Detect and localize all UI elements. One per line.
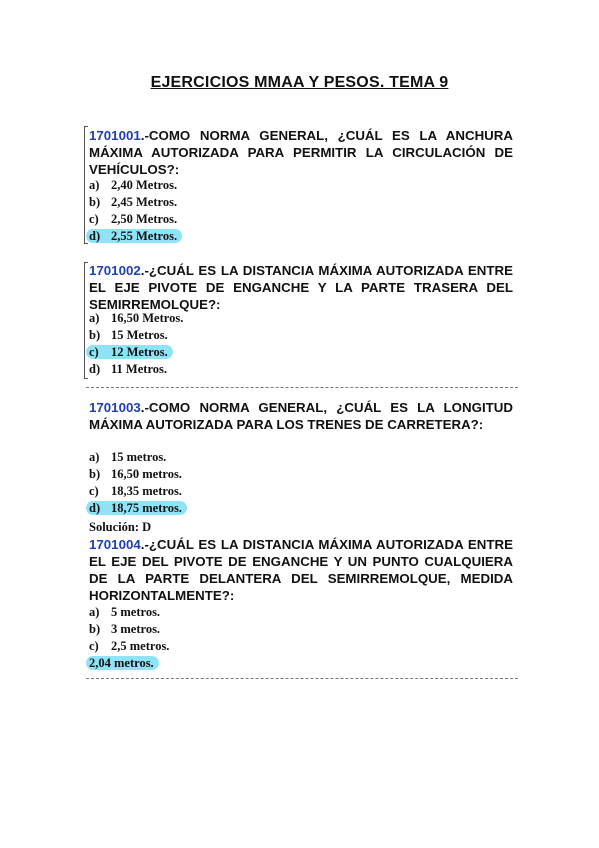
question-3-code: 1701003: [89, 400, 141, 415]
correct-answer-highlight: d) 2,55 Metros.: [86, 229, 182, 243]
correct-answer-highlight: 2,04 metros.: [86, 656, 159, 670]
option-1b[interactable]: b) 2,45 Metros.: [89, 195, 178, 209]
option-1c[interactable]: c) 2,50 Metros.: [89, 212, 178, 226]
option-4d-correct[interactable]: [89, 655, 169, 672]
option-3b[interactable]: b) 16,50 metros.: [89, 467, 182, 481]
solution-note: Solución: D: [89, 520, 152, 534]
question-4-code: 1701004: [89, 537, 141, 552]
question-1-text: [89, 127, 513, 178]
question-4-text: [89, 536, 513, 604]
question-2-body: .-¿CUÁL ES LA DISTANCIA MÁXIMA AUTORIZADA ENTRE EL EJE PIVOTE DE ENGANCHE Y LA PARTE TRASERA DEL SEMIRREMOLQUE?:: [89, 263, 513, 312]
correct-answer-highlight: c) 12 Metros.: [86, 345, 173, 359]
option-4c[interactable]: c) 2,5 metros.: [89, 639, 170, 653]
option-2b[interactable]: b) 15 Metros.: [89, 328, 168, 342]
question-3-body: .-COMO NORMA GENERAL, ¿CUÁL ES LA LONGITUD MÁXIMA AUTORIZADA PARA LOS TRENES DE CARRETERA?:: [89, 400, 513, 432]
question-1-options: [89, 177, 182, 245]
option-1d-correct[interactable]: [89, 228, 182, 245]
question-1-code: 1701001: [89, 128, 141, 143]
page-title: EJERCICIOS MMAA Y PESOS. TEMA 9: [150, 74, 449, 91]
option-4b[interactable]: b) 3 metros.: [89, 622, 161, 636]
section-divider: [86, 678, 518, 679]
option-2a[interactable]: a) 16,50 Metros.: [89, 311, 184, 325]
option-3a[interactable]: a) 15 metros.: [89, 450, 167, 464]
question-2-options: [89, 310, 183, 378]
correct-answer-highlight: d) 18,75 metros.: [86, 501, 187, 515]
question-2-code: 1701002: [89, 263, 141, 278]
section-divider: [86, 387, 518, 388]
option-1a[interactable]: a) 2,40 Metros.: [89, 178, 178, 192]
option-4a[interactable]: a) 5 metros.: [89, 605, 161, 619]
question-3-text: [89, 399, 513, 433]
option-2d[interactable]: d) 11 Metros.: [89, 362, 168, 376]
question-1-bracket: [84, 126, 88, 244]
question-2-text: [89, 262, 513, 313]
question-3-options: [89, 449, 187, 517]
question-1-body: .-COMO NORMA GENERAL, ¿CUÁL ES LA ANCHURA MÁXIMA AUTORIZADA PARA PERMITIR LA CIRCULACIÓN DE VEHÍCULOS?:: [89, 128, 513, 177]
question-2-bracket: [84, 262, 88, 379]
option-3c[interactable]: c) 18,35 metros.: [89, 484, 182, 498]
question-4-body: .-¿CUÁL ES LA DISTANCIA MÁXIMA AUTORIZADA ENTRE EL EJE DEL PIVOTE DE ENGANCHE Y UN PUNTO CUALQUIERA DE LA PARTE DELANTERA DEL SEMIRREMOLQUE, MEDIDA HORIZONTALMENTE?:: [89, 537, 513, 603]
option-2c-correct[interactable]: [89, 344, 183, 361]
question-4-options: [89, 604, 169, 672]
option-3d-correct[interactable]: [89, 500, 187, 517]
